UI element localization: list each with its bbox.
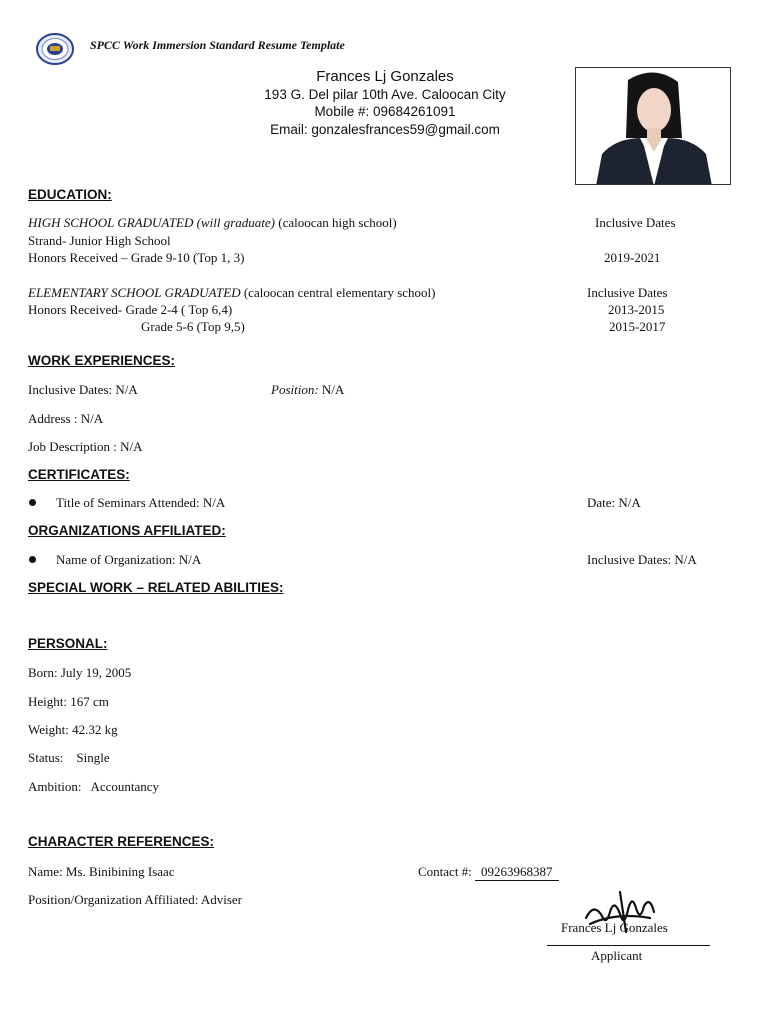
work-position-value: N/A xyxy=(318,382,345,397)
hs-years: 2019-2021 xyxy=(604,250,661,265)
template-title: SPCC Work Immersion Standard Resume Template xyxy=(90,38,345,52)
bullet-dot xyxy=(29,556,36,563)
elem-school: (caloocan central elementary school) xyxy=(240,285,436,300)
work-position-label: Position: xyxy=(271,382,319,397)
elem-years-1: 2013-2015 xyxy=(608,302,665,317)
work-position xyxy=(271,382,344,398)
bullet-dot xyxy=(29,499,36,506)
elem-honors-1: Honors Received- Grade 2-4 ( Top 6,4) xyxy=(28,302,233,317)
seminar-date: Date: N/A xyxy=(587,495,641,510)
elem-honors-2: Grade 5-6 (Top 9,5) xyxy=(141,319,245,334)
organization-name: Name of Organization: N/A xyxy=(56,552,202,567)
elem-years-2: 2015-2017 xyxy=(609,319,666,334)
reference-position: Position/Organization Affiliated: Adviser xyxy=(28,892,242,907)
hs-school: (caloocan high school) xyxy=(275,215,397,230)
applicant-mobile: Mobile #: 09684261091 xyxy=(314,104,456,119)
organizations-heading: ORGANIZATIONS AFFILIATED: xyxy=(28,523,226,538)
seminars-attended: Title of Seminars Attended: N/A xyxy=(56,495,226,510)
reference-contact-label: Contact #: xyxy=(418,864,472,879)
organization-dates: Inclusive Dates: N/A xyxy=(587,552,697,567)
work-dates: Inclusive Dates: N/A xyxy=(28,382,138,397)
reference-name: Name: Ms. Binibining Isaac xyxy=(28,864,175,879)
education-heading: EDUCATION: xyxy=(28,187,112,202)
school-seal-logo xyxy=(35,32,75,66)
applicant-address: 193 G. Del pilar 10th Ave. Caloocan City xyxy=(264,87,506,102)
hs-dates-label: Inclusive Dates xyxy=(595,215,676,230)
reference-contact xyxy=(418,864,559,881)
references-heading: CHARACTER REFERENCES: xyxy=(28,834,215,849)
work-job-description: Job Description : N/A xyxy=(28,439,143,454)
signature-line xyxy=(547,945,710,946)
hs-level: HIGH SCHOOL GRADUATED (will graduate) xyxy=(28,215,275,230)
personal-ambition: Ambition: Accountancy xyxy=(28,779,160,794)
applicant-email: Email: gonzalesfrances59@gmail.com xyxy=(270,122,500,137)
signature-printed-name: Frances Lj Gonzales xyxy=(561,920,668,935)
elem-line xyxy=(28,285,436,301)
work-heading: WORK EXPERIENCES: xyxy=(28,353,176,368)
signature-scribble-icon xyxy=(580,888,660,938)
hs-line xyxy=(28,215,397,231)
personal-height: Height: 167 cm xyxy=(28,694,109,709)
hs-strand: Strand- Junior High School xyxy=(28,233,171,248)
applicant-name: Frances Lj Gonzales xyxy=(316,68,454,85)
hs-honors: Honors Received – Grade 9-10 (Top 1, 3) xyxy=(28,250,245,265)
work-address: Address : N/A xyxy=(28,411,104,426)
elem-level: ELEMENTARY SCHOOL GRADUATED xyxy=(28,285,241,300)
abilities-heading: SPECIAL WORK – RELATED ABILITIES: xyxy=(28,580,284,595)
personal-heading: PERSONAL: xyxy=(28,636,108,651)
signature-role: Applicant xyxy=(591,948,643,963)
elem-dates-label: Inclusive Dates xyxy=(587,285,668,300)
personal-born: Born: July 19, 2005 xyxy=(28,665,132,680)
reference-contact-number: 09263968387 xyxy=(475,864,559,881)
applicant-photo xyxy=(575,67,731,185)
personal-status: Status: Single xyxy=(28,750,110,765)
personal-weight: Weight: 42.32 kg xyxy=(28,722,118,737)
certificates-heading: CERTIFICATES: xyxy=(28,467,130,482)
